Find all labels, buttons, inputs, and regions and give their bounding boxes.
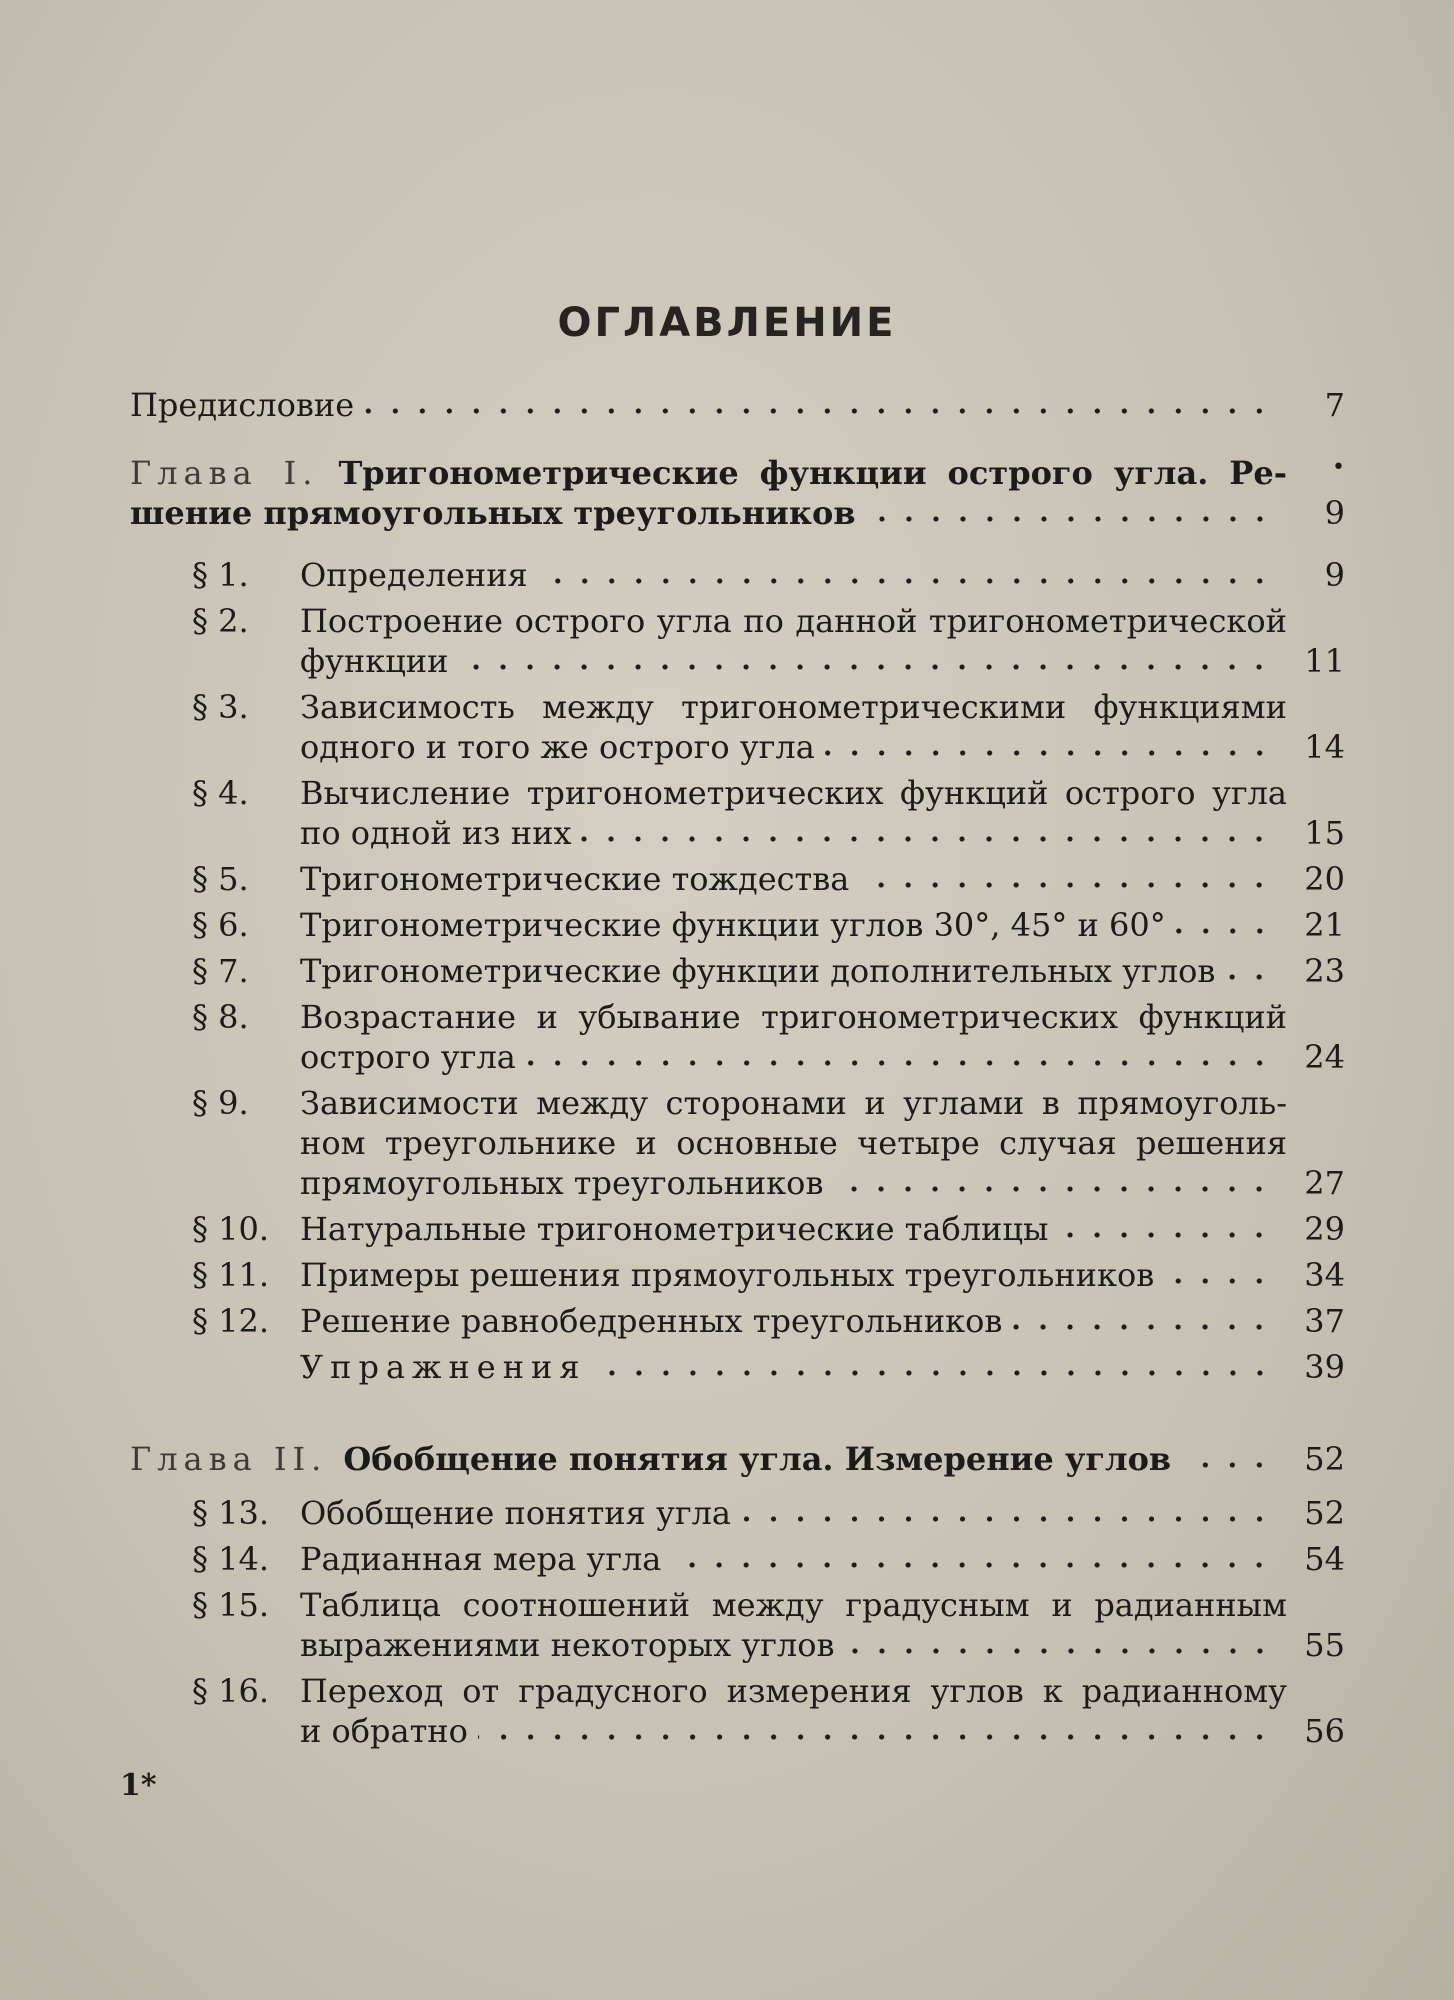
- toc-section-entry: [130, 859, 1345, 899]
- entry-title: Предисловие: [130, 386, 355, 424]
- toc-section-entry: [130, 1255, 1345, 1295]
- section-number: § 9.: [192, 1084, 249, 1122]
- section-title-line: и обратно: [300, 1712, 468, 1750]
- section-title-line: Тригонометрические функции дополнительных углов: [300, 952, 1216, 990]
- section-number: § 8.: [192, 998, 249, 1036]
- section-title-line: Обобщение понятия угла: [300, 1494, 731, 1532]
- section-title-line: выражениями некоторых углов: [300, 1626, 835, 1664]
- page-title: ОГЛАВЛЕНИЕ: [557, 300, 897, 346]
- dot-leader: [364, 408, 1273, 414]
- page-number: 9: [1324, 494, 1345, 532]
- toc-entry-preface: [130, 385, 1345, 425]
- signature-mark: 1*: [120, 1768, 157, 1803]
- toc-section-entry: [130, 951, 1345, 991]
- toc-section-entry: [130, 555, 1345, 595]
- chapter-2-sections: [130, 1493, 1345, 1751]
- section-number: § 10.: [192, 1210, 270, 1248]
- section-title-line: Натуральные тригонометрические таблицы: [300, 1210, 1049, 1248]
- page-number: 29: [1304, 1210, 1345, 1248]
- section-number: § 1.: [192, 556, 249, 594]
- dot-leader: [526, 1060, 1273, 1066]
- section-title-line: Радианная мера угла: [300, 1540, 662, 1578]
- section-title-line: Упражнения: [300, 1348, 587, 1386]
- page-number: 15: [1304, 814, 1345, 852]
- dot-leader: [1176, 928, 1273, 934]
- page-number: 55: [1304, 1626, 1345, 1664]
- section-number: § 12.: [192, 1302, 270, 1340]
- page-number: 37: [1304, 1302, 1345, 1340]
- page-number: 14: [1304, 728, 1345, 766]
- section-number: § 15.: [192, 1586, 270, 1624]
- page-number: 34: [1304, 1256, 1345, 1294]
- section-title-line: Тригонометрические тождества: [300, 860, 850, 898]
- section-title-line: Тригонометрические функции углов 30°, 45° и 60°: [300, 906, 1166, 944]
- toc-entry-chapter-1: [130, 453, 1345, 533]
- toc-section-entry: [130, 1083, 1345, 1203]
- section-title-line: Примеры решения прямоугольных треугольников: [300, 1256, 1155, 1294]
- dot-leader: [597, 1370, 1273, 1376]
- section-title-line: Построение острого угла по данной тригонометрической: [300, 602, 1287, 640]
- toc-section-entry: [130, 687, 1345, 767]
- table-of-contents: [130, 385, 1345, 1757]
- toc-section-entry: [130, 997, 1345, 1077]
- section-title-line: Решение равнобедренных треугольников: [300, 1302, 1003, 1340]
- section-number: § 7.: [192, 952, 249, 990]
- section-title-line: Вычисление тригонометрических функций острого угла: [300, 774, 1287, 812]
- page-number: 21: [1304, 906, 1345, 944]
- page-number: 52: [1304, 1440, 1345, 1478]
- toc-section-entry: [130, 1209, 1345, 1249]
- page-number: 39: [1304, 1348, 1345, 1386]
- dot-leader: [833, 1186, 1273, 1192]
- margin-mark: •: [1332, 455, 1345, 480]
- dot-leader: [859, 882, 1273, 888]
- page-number: 27: [1304, 1164, 1345, 1202]
- dot-leader: [581, 836, 1273, 842]
- dot-leader: [825, 750, 1273, 756]
- page-number: 7: [1324, 386, 1345, 424]
- dot-leader: [1181, 1462, 1273, 1468]
- chapter-1-sections: [130, 555, 1345, 1387]
- dot-leader: [538, 578, 1273, 584]
- section-number: § 16.: [192, 1672, 270, 1710]
- section-number: § 11.: [192, 1256, 270, 1294]
- toc-section-entry: [130, 1585, 1345, 1665]
- dot-leader: [741, 1516, 1273, 1522]
- dot-leader: [671, 1562, 1273, 1568]
- chapter-label: Глава II.: [130, 1440, 328, 1478]
- dot-leader: [1058, 1232, 1273, 1238]
- page-number: 9: [1324, 556, 1345, 594]
- dot-leader: [458, 664, 1273, 670]
- section-title-line: Возрастание и убывание тригонометрических функций: [300, 998, 1287, 1036]
- page-number: 52: [1304, 1494, 1345, 1532]
- chapter-label: Глава I.: [130, 454, 319, 492]
- page-number: 56: [1304, 1712, 1345, 1750]
- dot-leader: [1012, 1324, 1273, 1330]
- dot-leader: [1225, 974, 1273, 980]
- toc-section-entry: [130, 601, 1345, 681]
- section-title-line: Таблица соотношений между градусным и радианным: [300, 1586, 1287, 1624]
- toc-section-entry: [130, 1301, 1345, 1341]
- section-title-line: Зависимости между сторонами и углами в прямоуголь-: [300, 1084, 1287, 1122]
- section-title-line: Зависимость между тригонометрическими функциями: [300, 688, 1287, 726]
- chapter-title: Обобщение понятия угла. Измерение углов: [343, 1440, 1172, 1478]
- toc-section-entry: [130, 1539, 1345, 1579]
- toc-entry-chapter-2: [130, 1439, 1345, 1479]
- page-number: 23: [1304, 952, 1345, 990]
- section-number: § 13.: [192, 1494, 270, 1532]
- section-title-line: прямоугольных треугольников: [300, 1164, 824, 1202]
- dot-leader: [478, 1734, 1273, 1740]
- toc-section-entry: [130, 1671, 1345, 1751]
- dot-leader: [866, 516, 1273, 522]
- section-number: § 3.: [192, 688, 249, 726]
- chapter-title-line-1: Тригонометрические функции острого угла. Ре-: [338, 454, 1288, 492]
- section-number: § 6.: [192, 906, 249, 944]
- page-number: 24: [1304, 1038, 1345, 1076]
- page-number: 54: [1304, 1540, 1345, 1578]
- toc-section-entry: [130, 773, 1345, 853]
- section-title-line: ном треугольнике и основные четыре случая решения: [300, 1124, 1287, 1162]
- section-title-line: функции: [300, 642, 449, 680]
- section-title-line: по одной из них: [300, 814, 572, 852]
- section-title-line: острого угла: [300, 1038, 516, 1076]
- section-number: § 4.: [192, 774, 249, 812]
- toc-section-entry: [130, 1347, 1345, 1387]
- page-number: 20: [1304, 860, 1345, 898]
- page-number: 11: [1304, 642, 1345, 680]
- section-title-line: Определения: [300, 556, 528, 594]
- chapter-heading-line: [130, 453, 1287, 493]
- toc-section-entry: [130, 905, 1345, 945]
- section-title-line: Переход от градусного измерения углов к радианному: [300, 1672, 1287, 1710]
- section-number: § 2.: [192, 602, 249, 640]
- section-number: § 5.: [192, 860, 249, 898]
- section-number: § 14.: [192, 1540, 270, 1578]
- dot-leader: [845, 1648, 1273, 1654]
- toc-section-entry: [130, 1493, 1345, 1533]
- dot-leader: [1164, 1278, 1273, 1284]
- chapter-title-line-2: шение прямоугольных треугольников: [130, 494, 856, 532]
- section-title-line: одного и того же острого угла: [300, 728, 815, 766]
